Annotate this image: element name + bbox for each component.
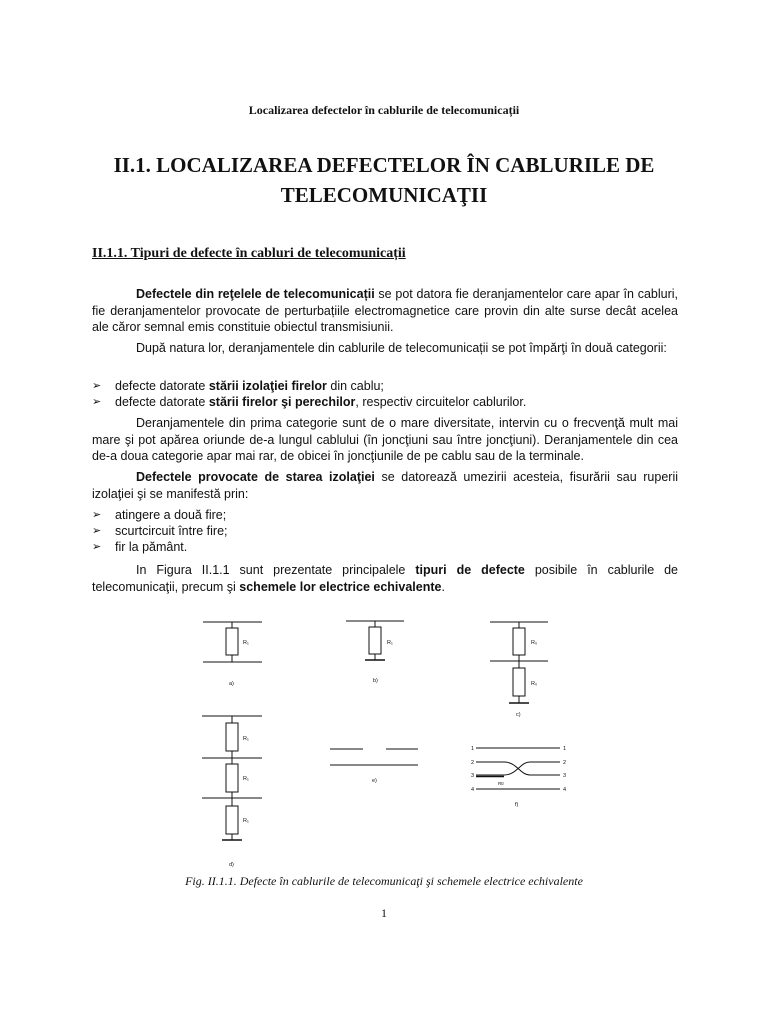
panel-label: b) <box>373 678 378 684</box>
panel-label: a) <box>229 681 234 687</box>
wire-number: 2 <box>471 760 475 766</box>
cross-resistance-label: Rtr <box>498 781 504 786</box>
page-title-line-1: II.1. LOCALIZAREA DEFECTELOR ÎN CABLURILE DE <box>113 153 655 177</box>
running-header: Localizarea defectelor în cablurile de telecomunicații <box>248 103 520 117</box>
page-number: 1 <box>381 906 387 920</box>
resistor-icon <box>226 806 238 834</box>
diagram-a <box>203 622 262 662</box>
resistor-icon <box>513 668 525 696</box>
diagram-c <box>490 622 548 703</box>
paragraph-figure-intro: In Figura II.1.1 sunt prezentate principalele tipuri de defecte posibile în cablurile de telecomunicaţii, precum şi schemele lor electrice echivalente. <box>92 563 679 594</box>
list-item: ➢ defecte datorate stării firelor şi perechilor, respectiv circuitelor cablurilor. <box>92 395 527 409</box>
paragraph-defects-intro-bold: Defectele din reţelele de telecomunicații <box>136 287 375 301</box>
wire-number: 3 <box>471 773 475 779</box>
section-heading: II.1.1. Tipuri de defecte în cabluri de telecomunicații <box>92 246 406 261</box>
wire-number: 1 <box>563 746 567 752</box>
resistor-icon <box>369 627 381 654</box>
paragraph-categories-intro: După natura lor, deranjamentele din cablurile de telecomunicații se pot împărţi în două categorii: <box>136 341 667 355</box>
paragraph-insulation-text: se datorează umezirii acesteia, fisurării sau ruperii izolaţiei şi se manifestă prin: <box>92 470 679 501</box>
arrow-bullet-icon: ➢ <box>92 396 102 408</box>
resistor-label: R₁ <box>387 640 393 646</box>
wire-number: 4 <box>471 787 475 793</box>
list-item: ➢ scurtcircuit între fire; <box>92 524 228 538</box>
resistor-icon <box>226 723 238 751</box>
diagram-f <box>476 748 560 789</box>
resistor-label: R₀ <box>531 681 538 687</box>
wire-number: 2 <box>563 760 567 766</box>
resistor-icon <box>513 628 525 655</box>
resistor-icon <box>226 628 238 655</box>
resistor-label: R₁ <box>243 818 249 824</box>
paragraph-defects-intro-text: se pot datora fie deranjamentelor care apar în cabluri, fie deranjamentelor provocate de perturbațiile electromagnetice care provin din alte surse decât acelea ale căror semnal emis constituie obiectul transmisiunii. <box>92 287 678 334</box>
list-item: ➢ fir la pământ. <box>92 540 188 554</box>
panel-label: f) <box>515 802 519 808</box>
arrow-bullet-icon: ➢ <box>92 541 102 553</box>
list-item: ➢ defecte datorate stării izolaţiei firelor din cablu; <box>92 379 384 393</box>
arrow-bullet-icon: ➢ <box>92 525 102 537</box>
diagram-d <box>202 716 262 840</box>
panel-label: c) <box>516 712 521 718</box>
paragraph-insulation-bold: Defectele provocate de starea izolaţiei <box>136 470 375 484</box>
resistor-label: R₁ <box>243 776 249 782</box>
page-title-line-2: TELECOMUNICAŢII <box>280 183 488 207</box>
wire-number: 4 <box>563 787 567 793</box>
wire-number: 3 <box>563 773 567 779</box>
list-item: ➢ atingere a două fire; <box>92 508 227 522</box>
wire-number: 1 <box>471 746 475 752</box>
resistor-label: R₁ <box>243 736 249 742</box>
diagram-b <box>346 621 404 660</box>
arrow-bullet-icon: ➢ <box>92 509 102 521</box>
paragraph-categories-detail: Deranjamentele din prima categorie sunt de o mare diversitate, intervin cu o frecvenţă mult mai mare şi pot apărea oriunde de-a lungul cablului (în joncţiuni sau între joncţiuni). Deranjamentele din cea de-a doua categorie apar mai rar, de obicei în joncţiunile de pe cablu sau de la terminale. <box>92 416 678 463</box>
resistor-label: R₀ <box>531 640 538 646</box>
diagram-e <box>330 749 418 765</box>
figure-caption: Fig. II.1.1. Defecte în cablurile de telecomunicaţi şi schemele electrice echivalente <box>185 874 583 888</box>
resistor-label: R₁ <box>243 640 249 646</box>
panel-label: e) <box>372 778 377 784</box>
arrow-bullet-icon: ➢ <box>92 380 102 392</box>
panel-label: d) <box>229 862 234 868</box>
resistor-icon <box>226 764 238 792</box>
